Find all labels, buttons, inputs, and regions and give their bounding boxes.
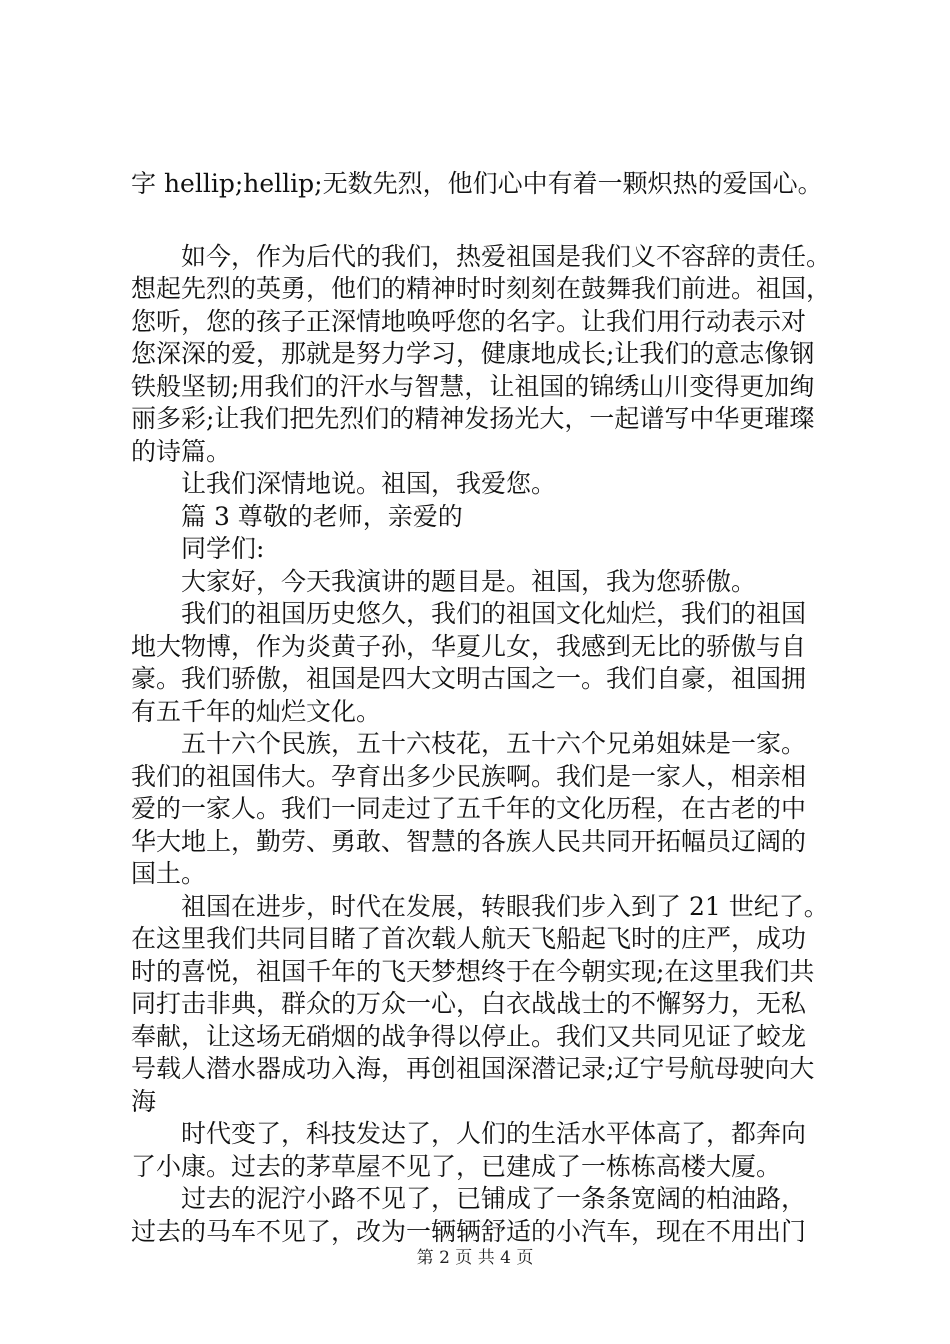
text-line: 奉献，让这场无硝烟的战争得以停止。我们又共同见证了蛟龙 [131, 1021, 807, 1051]
text-line: 过去的马车不见了，改为一辆辆舒适的小汽车，现在不用出门 [131, 1216, 807, 1246]
text-line: 我们的祖国伟大。孕育出多少民族啊。我们是一家人，相亲相 [131, 761, 807, 791]
text-line: 豪。我们骄傲，祖国是四大文明古国之一。我们自豪，祖国拥 [131, 664, 807, 693]
text-line: 的诗篇。 [131, 436, 232, 466]
text-line: 时的喜悦，祖国千年的飞天梦想终于在今朝实现;在这里我们共 [131, 956, 815, 986]
text-line: 同打击非典，群众的万众一心，白衣战战士的不懈努力，无私 [131, 989, 807, 1018]
text-line: 祖国在进步，时代在发展，转眼我们步入到了 21 世纪了。 [181, 891, 829, 921]
text-line: 我们的祖国历史悠久，我们的祖国文化灿烂，我们的祖国 [181, 599, 807, 628]
text-line: 号载人潜水器成功入海，再创祖国深潜记录;辽宁号航母驶向大 [131, 1054, 815, 1083]
text-line: 丽多彩;让我们把先烈们的精神发扬光大，一起谱写中华更璀璨 [131, 404, 815, 433]
text-line: 铁般坚韧;用我们的汗水与智慧，让祖国的锦绣山川变得更加绚 [131, 371, 815, 401]
text-line: 海 [131, 1086, 157, 1116]
text-line: 大家好，今天我演讲的题目是。祖国，我为您骄傲。 [181, 566, 757, 596]
text-line: 了小康。过去的茅草屋不见了，已建成了一栋栋高楼大厦。 [131, 1151, 782, 1181]
text-line: 字 hellip;hellip;无数先烈，他们心中有着一颗炽热的爱国心。 [131, 169, 823, 198]
paragraph-gap [131, 201, 831, 241]
text-line: 同学们: [181, 534, 265, 563]
text-line: 五十六个民族，五十六枝花，五十六个兄弟姐妹是一家。 [181, 729, 807, 758]
text-line: 过去的泥泞小路不见了，已铺成了一条条宽阔的柏油路， [181, 1184, 807, 1213]
text-line: 在这里我们共同目睹了首次载人航天飞船起飞时的庄严，成功 [131, 924, 807, 953]
text-line: 时代变了，科技发达了，人们的生活水平体高了，都奔向 [181, 1119, 807, 1148]
text-line: 华大地上，勤劳、勇敢、智慧的各族人民共同开拓幅员辽阔的 [131, 826, 807, 856]
text-line: 想起先烈的英勇，他们的精神时时刻刻在鼓舞我们前进。祖国， [131, 274, 832, 303]
text-line: 您听，您的孩子正深情地唤呼您的名字。让我们用行动表示对 [131, 306, 807, 336]
page-footer: 第 2 页 共 4 页 [416, 1248, 534, 1268]
text-line: 地大物博，作为炎黄子孙，华夏儿女，我感到无比的骄傲与自 [131, 631, 807, 661]
text-line: 如今，作为后代的我们，热爱祖国是我们义不容辞的责任。 [181, 241, 832, 271]
text-line: 爱的一家人。我们一同走过了五千年的文化历程，在古老的中 [131, 794, 807, 823]
section-heading: 篇 3 尊敬的老师，亲爱的 [181, 501, 463, 531]
text-line: 让我们深情地说。祖国，我爱您。 [181, 469, 557, 498]
document-body [131, 168, 831, 1248]
text-line: 有五千年的灿烂文化。 [131, 696, 382, 726]
text-line: 您深深的爱，那就是努力学习，健康地成长;让我们的意志像钢 [131, 339, 815, 368]
text-line: 国土。 [131, 859, 207, 888]
